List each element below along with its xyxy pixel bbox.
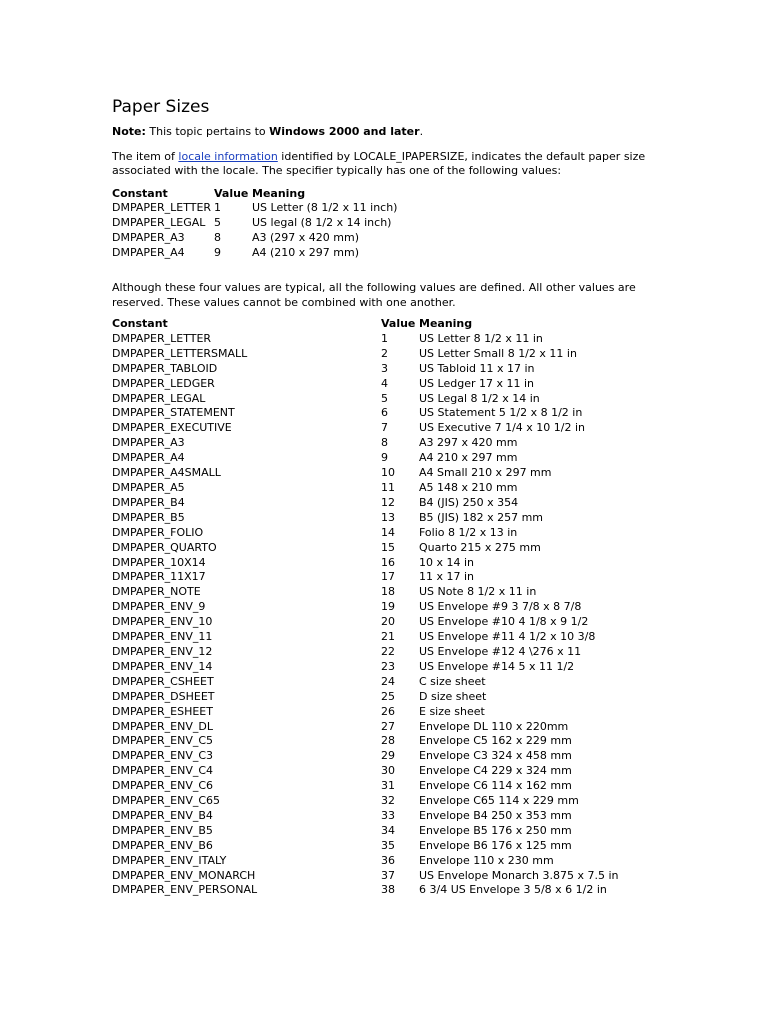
cell-meaning: Envelope C65 114 x 229 mm bbox=[419, 794, 579, 808]
cell-constant: DMPAPER_ENV_DL bbox=[112, 719, 213, 733]
typical-values-table bbox=[112, 187, 397, 262]
cell-meaning: US Executive 7 1/4 x 10 1/2 in bbox=[419, 421, 586, 435]
cell-meaning: A3 297 x 420 mm bbox=[419, 436, 518, 450]
cell-constant: DMPAPER_B5 bbox=[112, 510, 185, 524]
cell-constant: DMPAPER_11X17 bbox=[112, 570, 206, 584]
cell-meaning: A3 (297 x 420 mm) bbox=[252, 231, 360, 245]
cell-meaning: US Letter (8 1/2 x 11 inch) bbox=[252, 201, 398, 215]
cell-value: 16 bbox=[381, 555, 395, 569]
table-row bbox=[112, 481, 619, 496]
cell-meaning: US Envelope #9 3 7/8 x 8 7/8 bbox=[419, 600, 582, 614]
cell-constant: DMPAPER_CSHEET bbox=[112, 674, 214, 688]
note-emphasis: Windows 2000 and later bbox=[269, 125, 420, 138]
cell-constant: DMPAPER_ENV_B4 bbox=[112, 808, 213, 822]
header-value: Value bbox=[214, 186, 249, 200]
table-row bbox=[112, 201, 397, 216]
table-header-row bbox=[112, 187, 397, 202]
table-row bbox=[112, 556, 619, 571]
cell-value: 6 bbox=[381, 406, 388, 420]
cell-value: 1 bbox=[381, 331, 388, 345]
table-row bbox=[112, 421, 619, 436]
table-row bbox=[112, 377, 619, 392]
intro-text-before: The item of bbox=[112, 149, 179, 163]
table-row bbox=[112, 675, 619, 690]
cell-meaning: E size sheet bbox=[419, 704, 485, 718]
cell-value: 9 bbox=[381, 451, 388, 465]
table-row bbox=[112, 645, 619, 660]
table-row bbox=[112, 690, 619, 705]
table-row bbox=[112, 660, 619, 675]
cell-meaning: US Note 8 1/2 x 11 in bbox=[419, 585, 537, 599]
note-label: Note: bbox=[112, 125, 146, 138]
table-row bbox=[112, 720, 619, 735]
cell-meaning: 10 x 14 in bbox=[419, 555, 475, 569]
page-title: Paper Sizes bbox=[112, 97, 210, 117]
cell-constant: DMPAPER_ENV_12 bbox=[112, 644, 213, 658]
table-row bbox=[112, 615, 619, 630]
cell-meaning: 11 x 17 in bbox=[419, 570, 475, 584]
cell-constant: DMPAPER_ENV_C3 bbox=[112, 749, 214, 763]
cell-value: 28 bbox=[381, 734, 395, 748]
cell-constant: DMPAPER_ENV_B6 bbox=[112, 838, 213, 852]
table-row bbox=[112, 705, 619, 720]
table-row bbox=[112, 570, 619, 585]
cell-constant: DMPAPER_FOLIO bbox=[112, 525, 204, 539]
locale-information-link[interactable]: locale information bbox=[178, 149, 278, 163]
cell-meaning: B4 (JIS) 250 x 354 bbox=[419, 495, 519, 509]
table-row bbox=[112, 451, 619, 466]
cell-constant: DMPAPER_ENV_11 bbox=[112, 630, 213, 644]
cell-constant: DMPAPER_LEGAL bbox=[112, 391, 206, 405]
cell-value: 27 bbox=[381, 719, 395, 733]
header-value: Value bbox=[381, 317, 416, 331]
cell-value: 32 bbox=[381, 794, 395, 808]
cell-value: 34 bbox=[381, 823, 395, 837]
cell-constant: DMPAPER_ENV_C65 bbox=[112, 794, 221, 808]
cell-meaning: A4 210 x 297 mm bbox=[419, 451, 518, 465]
cell-meaning: Envelope C4 229 x 324 mm bbox=[419, 764, 572, 778]
table-row bbox=[112, 794, 619, 809]
cell-meaning: US Envelope #12 4 \276 x 11 bbox=[419, 644, 582, 658]
cell-value: 4 bbox=[381, 376, 388, 390]
cell-meaning: US Envelope #11 4 1/2 x 10 3/8 bbox=[419, 630, 596, 644]
table-row bbox=[112, 869, 619, 884]
cell-value: 9 bbox=[214, 246, 221, 260]
cell-value: 22 bbox=[381, 644, 395, 658]
cell-meaning: Envelope B5 176 x 250 mm bbox=[419, 823, 572, 837]
cell-meaning: US Statement 5 1/2 x 8 1/2 in bbox=[419, 406, 583, 420]
table-header-row bbox=[112, 317, 619, 332]
cell-value: 11 bbox=[381, 481, 395, 494]
cell-value: 37 bbox=[381, 868, 395, 882]
cell-constant: DMPAPER_TABLOID bbox=[112, 361, 218, 375]
intro-paragraph bbox=[112, 150, 652, 179]
cell-meaning: A5 148 x 210 mm bbox=[419, 481, 518, 494]
note-text-end: . bbox=[419, 125, 424, 138]
all-values-paragraph: Although these four values are typical, all the following values are defined. All other values are reserved. These values cannot be combined with one another. bbox=[112, 281, 636, 309]
cell-meaning: B5 (JIS) 182 x 257 mm bbox=[419, 510, 544, 524]
table-row bbox=[112, 347, 619, 362]
header-meaning: Meaning bbox=[419, 317, 473, 331]
cell-meaning: Envelope C3 324 x 458 mm bbox=[419, 749, 572, 763]
cell-constant: DMPAPER_QUARTO bbox=[112, 540, 217, 554]
cell-constant: DMPAPER_ENV_PERSONAL bbox=[112, 883, 258, 897]
cell-meaning: Envelope DL 110 x 220mm bbox=[419, 719, 569, 733]
table-row bbox=[112, 600, 619, 615]
cell-constant: DMPAPER_ENV_MONARCH bbox=[112, 868, 256, 882]
table-row bbox=[112, 824, 619, 839]
table-row bbox=[112, 526, 619, 541]
cell-meaning: US Legal 8 1/2 x 14 in bbox=[419, 391, 540, 405]
cell-value: 5 bbox=[214, 216, 221, 230]
cell-value: 36 bbox=[381, 853, 395, 867]
cell-value: 13 bbox=[381, 510, 395, 524]
cell-meaning: A4 (210 x 297 mm) bbox=[252, 246, 360, 260]
table-row bbox=[112, 839, 619, 854]
table-row bbox=[112, 406, 619, 421]
cell-meaning: Folio 8 1/2 x 13 in bbox=[419, 525, 518, 539]
cell-constant: DMPAPER_10X14 bbox=[112, 555, 206, 569]
cell-value: 25 bbox=[381, 689, 395, 703]
cell-meaning: Envelope 110 x 230 mm bbox=[419, 853, 554, 867]
note-paragraph bbox=[112, 125, 652, 140]
table-row bbox=[112, 749, 619, 764]
cell-value: 14 bbox=[381, 525, 395, 539]
cell-meaning: US Envelope #14 5 x 11 1/2 bbox=[419, 659, 575, 673]
cell-value: 8 bbox=[381, 436, 388, 450]
cell-constant: DMPAPER_ENV_C5 bbox=[112, 734, 214, 748]
table-row bbox=[112, 466, 619, 481]
cell-meaning: US Ledger 17 x 11 in bbox=[419, 376, 535, 390]
cell-constant: DMPAPER_LETTER bbox=[112, 201, 212, 215]
table-row bbox=[112, 541, 619, 556]
table-row bbox=[112, 764, 619, 779]
cell-meaning: Envelope C5 162 x 229 mm bbox=[419, 734, 572, 748]
cell-value: 38 bbox=[381, 883, 395, 897]
cell-value: 17 bbox=[381, 570, 395, 584]
table-row bbox=[112, 362, 619, 377]
cell-value: 19 bbox=[381, 600, 395, 614]
all-table-body bbox=[112, 332, 619, 898]
cell-constant: DMPAPER_LETTER bbox=[112, 331, 212, 345]
cell-value: 12 bbox=[381, 495, 395, 509]
cell-constant: DMPAPER_ESHEET bbox=[112, 704, 213, 718]
table-row bbox=[112, 779, 619, 794]
cell-value: 7 bbox=[381, 421, 388, 435]
table-row bbox=[112, 231, 397, 246]
cell-constant: DMPAPER_ENV_ITALY bbox=[112, 853, 227, 867]
table-row bbox=[112, 883, 619, 898]
header-constant: Constant bbox=[112, 186, 168, 200]
cell-value: 20 bbox=[381, 615, 395, 629]
cell-meaning: US Tabloid 11 x 17 in bbox=[419, 361, 535, 375]
all-values-table bbox=[112, 317, 619, 898]
cell-meaning: US Letter Small 8 1/2 x 11 in bbox=[419, 346, 577, 360]
table-row bbox=[112, 809, 619, 824]
table-row bbox=[112, 392, 619, 407]
cell-constant: DMPAPER_LEGAL bbox=[112, 216, 206, 230]
cell-meaning: C size sheet bbox=[419, 674, 486, 688]
cell-value: 35 bbox=[381, 838, 395, 852]
table-row bbox=[112, 854, 619, 869]
note-text: This topic pertains to bbox=[145, 125, 270, 138]
cell-value: 31 bbox=[381, 779, 395, 793]
cell-constant: DMPAPER_NOTE bbox=[112, 585, 201, 599]
cell-constant: DMPAPER_ENV_9 bbox=[112, 600, 206, 614]
cell-meaning: Envelope C6 114 x 162 mm bbox=[419, 779, 572, 793]
cell-meaning: US Letter 8 1/2 x 11 in bbox=[419, 331, 543, 345]
cell-constant: DMPAPER_LEDGER bbox=[112, 376, 215, 390]
cell-constant: DMPAPER_A3 bbox=[112, 436, 185, 450]
table-row bbox=[112, 246, 397, 261]
cell-meaning: Envelope B6 176 x 125 mm bbox=[419, 838, 572, 852]
cell-meaning: A4 Small 210 x 297 mm bbox=[419, 466, 552, 480]
cell-value: 1 bbox=[214, 201, 221, 215]
cell-constant: DMPAPER_EXECUTIVE bbox=[112, 421, 232, 435]
cell-value: 10 bbox=[381, 466, 395, 480]
table-row bbox=[112, 585, 619, 600]
cell-value: 18 bbox=[381, 585, 395, 599]
header-constant: Constant bbox=[112, 317, 168, 331]
cell-value: 26 bbox=[381, 704, 395, 718]
cell-value: 23 bbox=[381, 659, 395, 673]
cell-value: 33 bbox=[381, 808, 395, 822]
cell-constant: DMPAPER_STATEMENT bbox=[112, 406, 235, 420]
header-meaning: Meaning bbox=[252, 186, 306, 200]
cell-constant: DMPAPER_A4 bbox=[112, 246, 185, 260]
cell-constant: DMPAPER_A5 bbox=[112, 481, 185, 494]
table-row bbox=[112, 511, 619, 526]
cell-value: 29 bbox=[381, 749, 395, 763]
intro-text-after: identified by LOCALE_IPAPERSIZE, indicates the default paper size associated with the locale. The specifier typically has one of the following values: bbox=[112, 149, 646, 177]
table-row bbox=[112, 332, 619, 347]
cell-constant: DMPAPER_A4SMALL bbox=[112, 466, 221, 480]
cell-constant: DMPAPER_ENV_C4 bbox=[112, 764, 214, 778]
cell-value: 30 bbox=[381, 764, 395, 778]
typical-table-body bbox=[112, 201, 397, 261]
table-row bbox=[112, 496, 619, 511]
cell-constant: DMPAPER_ENV_B5 bbox=[112, 823, 213, 837]
cell-constant: DMPAPER_LETTERSMALL bbox=[112, 346, 248, 360]
cell-meaning: US Envelope Monarch 3.875 x 7.5 in bbox=[419, 868, 619, 882]
cell-value: 21 bbox=[381, 630, 395, 644]
cell-meaning: Quarto 215 x 275 mm bbox=[419, 540, 541, 554]
cell-constant: DMPAPER_A3 bbox=[112, 231, 185, 245]
cell-constant: DMPAPER_B4 bbox=[112, 495, 185, 509]
cell-meaning: 6 3/4 US Envelope 3 5/8 x 6 1/2 in bbox=[419, 883, 607, 897]
cell-meaning: US Envelope #10 4 1/8 x 9 1/2 bbox=[419, 615, 589, 629]
table-row bbox=[112, 216, 397, 231]
cell-value: 15 bbox=[381, 540, 395, 554]
cell-constant: DMPAPER_A4 bbox=[112, 451, 185, 465]
cell-meaning: Envelope B4 250 x 353 mm bbox=[419, 808, 572, 822]
table-row bbox=[112, 436, 619, 451]
cell-constant: DMPAPER_ENV_14 bbox=[112, 659, 213, 673]
cell-value: 8 bbox=[214, 231, 221, 245]
cell-constant: DMPAPER_DSHEET bbox=[112, 689, 215, 703]
cell-value: 5 bbox=[381, 391, 388, 405]
document-body bbox=[112, 96, 652, 898]
cell-value: 2 bbox=[381, 346, 388, 360]
cell-value: 24 bbox=[381, 674, 395, 688]
cell-meaning: D size sheet bbox=[419, 689, 487, 703]
cell-constant: DMPAPER_ENV_C6 bbox=[112, 779, 214, 793]
table-row bbox=[112, 630, 619, 645]
cell-meaning: US legal (8 1/2 x 14 inch) bbox=[252, 216, 392, 230]
table-row bbox=[112, 734, 619, 749]
cell-constant: DMPAPER_ENV_10 bbox=[112, 615, 213, 629]
cell-value: 3 bbox=[381, 361, 388, 375]
